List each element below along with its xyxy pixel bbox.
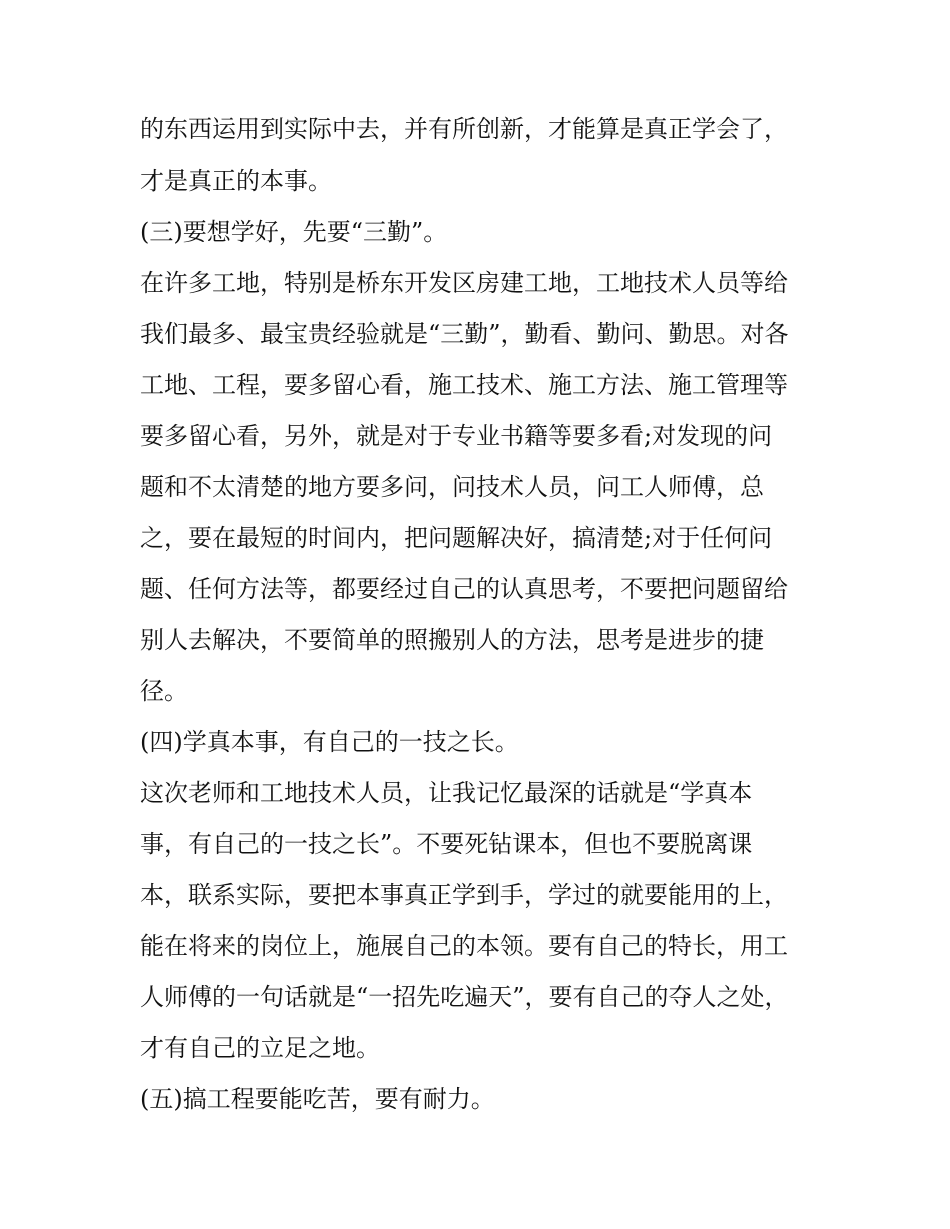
text-line: 别人去解决，不要简单的照搬别人的方法，思考是进步的捷 [140,626,764,654]
text-line: 本，联系实际，要把本事真正学到手，学过的就要能用的上， [140,881,788,909]
text-line: 才是真正的本事。 [140,167,332,195]
text-line: 工地、工程，要多留心看，施工技术、施工方法、施工管理等 [140,371,788,399]
text-line: 这次老师和工地技术人员，让我记忆最深的话就是“学真本 [140,779,753,807]
text-line: 题和不太清楚的地方要多问，问技术人员，问工人师傅，总 [140,473,764,501]
text-line: 之，要在最短的时间内，把问题解决好，搞清楚;对于任何问 [140,524,773,552]
text-line: 的东西运用到实际中去，并有所创新，才能算是真正学会了， [140,115,788,143]
text-line: 要多留心看，另外，就是对于专业书籍等要多看;对发现的问 [140,422,773,450]
text-line: 能在将来的岗位上，施展自己的本领。要有自己的特长，用工 [140,932,788,960]
text-line: 径。 [140,677,188,705]
text-line: 题、任何方法等，都要经过自己的认真思考，不要把问题留给 [140,575,788,603]
text-line: 在许多工地，特别是桥东开发区房建工地，工地技术人员等给 [140,269,788,297]
text-line: 事，有自己的一技之长”。不要死钻课本，但也不要脱离课 [140,830,753,858]
text-line: 我们最多、最宝贵经验就是“三勤”，勤看、勤问、勤思。对各 [140,320,789,348]
text-line: 人师傅的一句话就是“一招先吃遍天”，要有自己的夺人之处， [140,983,789,1011]
section-heading: (三)要想学好，先要“三勤”。 [140,218,448,246]
section-heading: (四)学真本事，有自己的一技之长。 [140,728,519,756]
text-line: 才有自己的立足之地。 [140,1034,380,1062]
section-heading: (五)搞工程要能吃苦，要有耐力。 [140,1085,495,1113]
